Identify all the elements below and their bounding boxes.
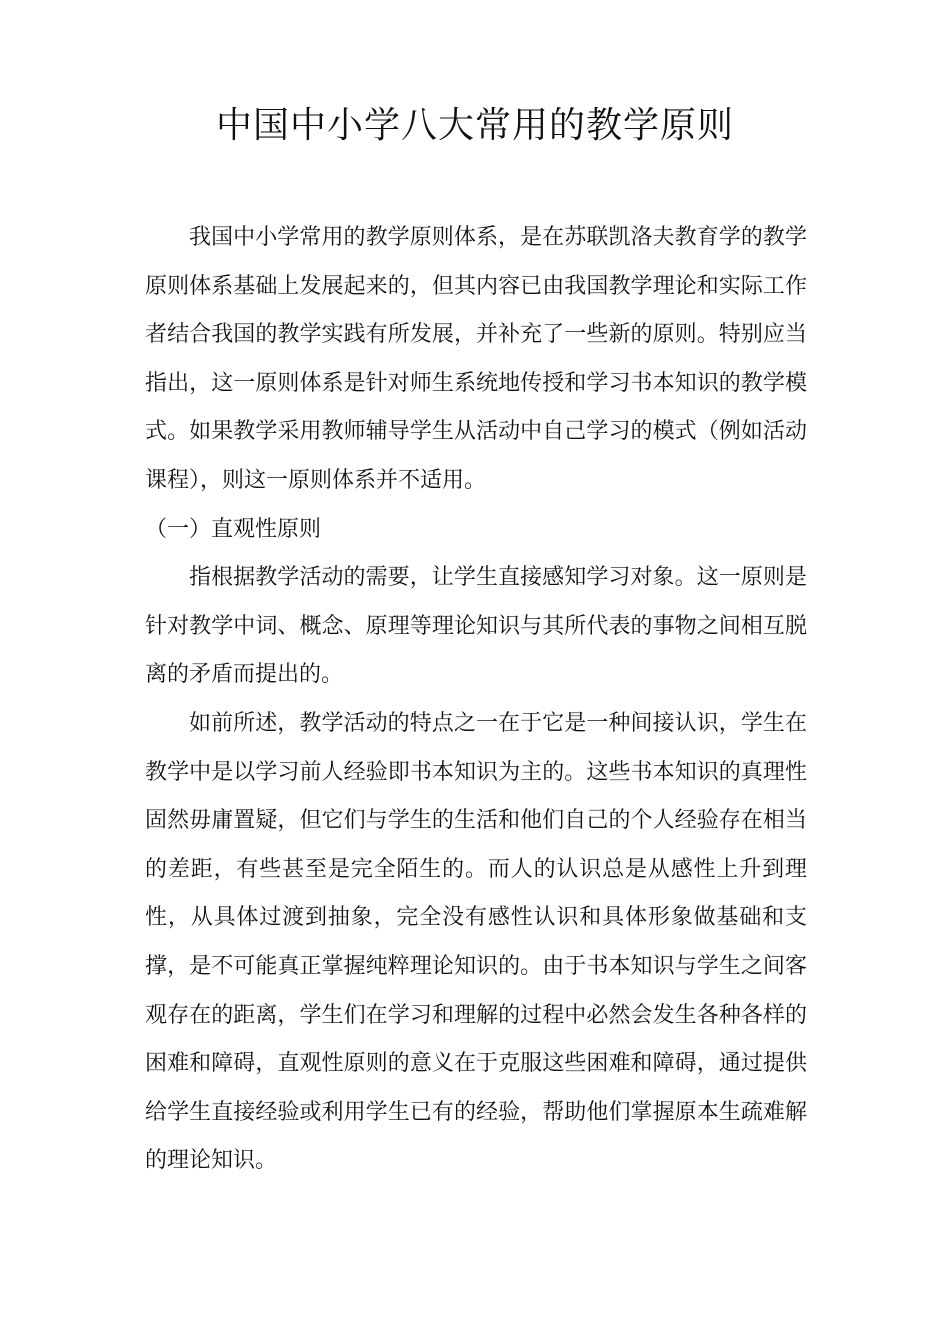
document-body	[145, 214, 807, 1186]
intro-paragraph: 我国中小学常用的教学原则体系，是在苏联凯洛夫教育学的教学原则体系基础上发展起来的，但其内容已由我国教学理论和实际工作者结合我国的教学实践有所发展，并补充了一些新的原则。特别应当指出，这一原则体系是针对师生系统地传授和学习书本知识的教学模式。如果教学采用教师辅导学生从活动中自己学习的模式（例如活动课程），则这一原则体系并不适用。	[145, 225, 807, 493]
section-heading-intuitive-principle: （一）直观性原则	[145, 516, 322, 542]
explanation-paragraph: 如前所述，教学活动的特点之一在于它是一种间接认识，学生在教学中是以学习前人经验即书本知识为主的。这些书本知识的真理性固然毋庸置疑，但它们与学生的生活和他们自己的个人经验存在相当的差距，有些甚至是完全陌生的。而人的认识总是从感性上升到理性，从具体过渡到抽象，完全没有感性认识和具体形象做基础和支撑，是不可能真正掌握纯粹理论知识的。由于书本知识与学生之间客观存在的距离，学生们在学习和理解的过程中必然会发生各种各样的困难和障碍，直观性原则的意义在于克服这些困难和障碍，通过提供给学生直接经验或利用学生已有的经验，帮助他们掌握原本生疏难解的理论知识。	[145, 710, 807, 1174]
document-title: 中国中小学八大常用的教学原则	[215, 105, 734, 146]
definition-paragraph: 指根据教学活动的需要，让学生直接感知学习对象。这一原则是针对教学中词、概念、原理等理论知识与其所代表的事物之间相互脱离的矛盾而提出的。	[145, 565, 807, 688]
